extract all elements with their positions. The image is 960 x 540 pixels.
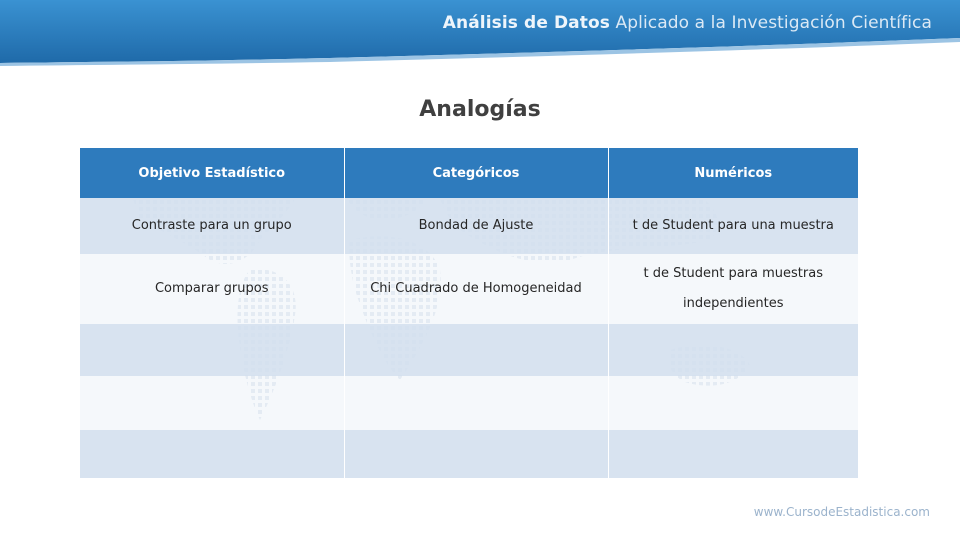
table-cell [608, 376, 858, 430]
table-cell: t de Student para una muestra [608, 198, 858, 254]
table-cell [344, 324, 608, 376]
table-cell [80, 430, 344, 478]
table-cell [80, 376, 344, 430]
footer-website[interactable]: www.CursodeEstadistica.com [753, 505, 930, 519]
table-header-row [80, 148, 858, 198]
table-cell: Bondad de Ajuste [344, 198, 608, 254]
table-cell: Chi Cuadrado de Homogeneidad [344, 254, 608, 324]
table-row [80, 430, 858, 478]
table-cell [344, 430, 608, 478]
column-header-numeric: Numéricos [608, 148, 858, 198]
table-cell [80, 324, 344, 376]
header-title-bold: Análisis de Datos [442, 13, 610, 33]
analogies-table [80, 148, 858, 478]
column-header-categorical: Categóricos [344, 148, 608, 198]
table-cell: Contraste para un grupo [80, 198, 344, 254]
header-title-rest: Aplicado a la Investigación Científica [615, 13, 932, 33]
header-wave [0, 0, 960, 66]
table-row [80, 324, 858, 376]
table-row [80, 376, 858, 430]
slide-title: Analogías [419, 97, 541, 122]
table-cell [608, 430, 858, 478]
table-cell: Comparar grupos [80, 254, 344, 324]
table-cell [344, 376, 608, 430]
header-band [0, 0, 960, 66]
header-title [443, 13, 932, 33]
table-row [80, 198, 858, 254]
column-header-objective: Objetivo Estadístico [80, 148, 344, 198]
table-cell: t de Student para muestras independientes [608, 254, 858, 324]
table-row [80, 254, 858, 324]
table-cell [608, 324, 858, 376]
